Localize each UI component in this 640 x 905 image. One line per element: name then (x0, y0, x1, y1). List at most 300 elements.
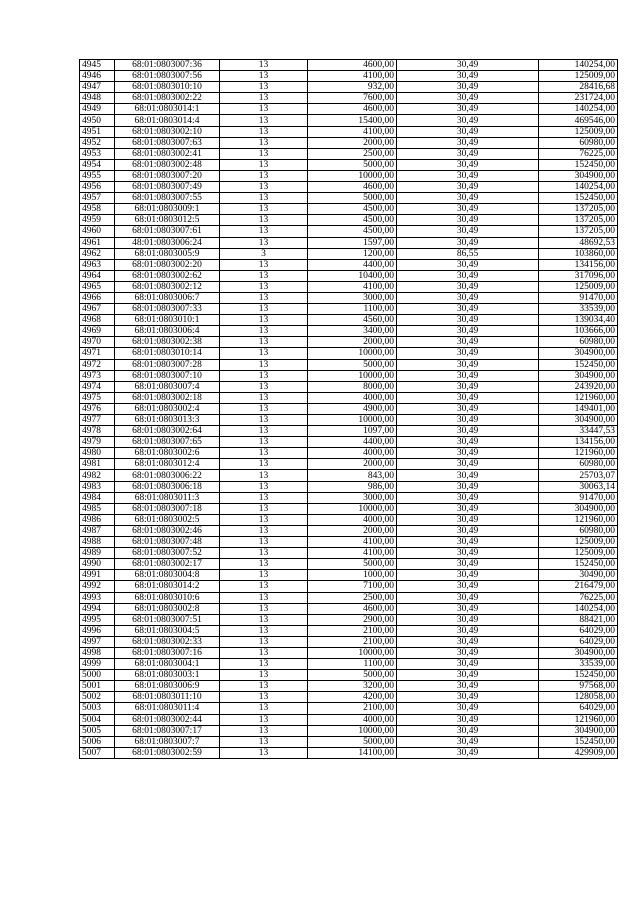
cadastral-number: 68:01:0803002:44 (115, 714, 220, 725)
zone-code: 13 (220, 492, 308, 503)
total-value: 121960,00 (539, 514, 618, 525)
total-value: 121960,00 (539, 448, 618, 459)
row-number: 4982 (80, 470, 115, 481)
cadastral-number: 68:01:0803007:61 (115, 226, 220, 237)
cadastral-number: 68:01:0803003:1 (115, 670, 220, 681)
row-number: 4970 (80, 337, 115, 348)
total-value: 30063,14 (539, 481, 618, 492)
rate-value: 30,49 (397, 237, 539, 248)
table-row (80, 115, 618, 126)
total-value: 103860,00 (539, 248, 618, 259)
row-number: 4995 (80, 614, 115, 625)
row-number: 4946 (80, 71, 115, 82)
total-value: 152450,00 (539, 359, 618, 370)
table-row (80, 270, 618, 281)
area-value: 5000,00 (308, 359, 397, 370)
rate-value: 30,49 (397, 581, 539, 592)
total-value: 231724,00 (539, 93, 618, 104)
area-value: 4100,00 (308, 71, 397, 82)
table-row (80, 415, 618, 426)
zone-code: 13 (220, 670, 308, 681)
zone-code: 3 (220, 248, 308, 259)
rate-value: 30,49 (397, 60, 539, 71)
table-row (80, 747, 618, 758)
rate-value: 30,49 (397, 126, 539, 137)
zone-code: 13 (220, 359, 308, 370)
cadastral-number: 68:01:0803002:17 (115, 559, 220, 570)
total-value: 317096,00 (539, 270, 618, 281)
table-row (80, 381, 618, 392)
table-row (80, 315, 618, 326)
rate-value: 30,49 (397, 548, 539, 559)
zone-code: 13 (220, 426, 308, 437)
rate-value: 30,49 (397, 525, 539, 536)
table-row (80, 359, 618, 370)
zone-code: 13 (220, 226, 308, 237)
table-row (80, 659, 618, 670)
area-value: 1000,00 (308, 570, 397, 581)
table-row (80, 503, 618, 514)
total-value: 88421,00 (539, 614, 618, 625)
zone-code: 13 (220, 481, 308, 492)
total-value: 304900,00 (539, 725, 618, 736)
total-value: 33539,00 (539, 659, 618, 670)
total-value: 76225,00 (539, 592, 618, 603)
row-number: 4961 (80, 237, 115, 248)
zone-code: 13 (220, 392, 308, 403)
cadastral-number: 68:01:0803007:55 (115, 193, 220, 204)
area-value: 5000,00 (308, 670, 397, 681)
zone-code: 13 (220, 315, 308, 326)
zone-code: 13 (220, 292, 308, 303)
table-row (80, 725, 618, 736)
rate-value: 30,49 (397, 415, 539, 426)
row-number: 4975 (80, 392, 115, 403)
total-value: 25703,07 (539, 470, 618, 481)
cadastral-number: 68:01:0803007:48 (115, 537, 220, 548)
row-number: 4996 (80, 625, 115, 636)
zone-code: 13 (220, 725, 308, 736)
rate-value: 30,49 (397, 170, 539, 181)
rate-value: 30,49 (397, 326, 539, 337)
row-number: 4962 (80, 248, 115, 259)
total-value: 134156,00 (539, 259, 618, 270)
cadastral-number: 68:01:0803006:18 (115, 481, 220, 492)
row-number: 4945 (80, 60, 115, 71)
rate-value: 30,49 (397, 315, 539, 326)
zone-code: 13 (220, 647, 308, 658)
table-row (80, 137, 618, 148)
total-value: 140254,00 (539, 104, 618, 115)
cadastral-number: 68:01:0803013:3 (115, 415, 220, 426)
cadastral-number: 68:01:0803011:10 (115, 692, 220, 703)
row-number: 4963 (80, 259, 115, 270)
zone-code: 13 (220, 470, 308, 481)
zone-code: 13 (220, 581, 308, 592)
area-value: 1200,00 (308, 248, 397, 259)
cadastral-number: 68:01:0803012:5 (115, 215, 220, 226)
rate-value: 30,49 (397, 348, 539, 359)
cadastral-number: 68:01:0803002:10 (115, 126, 220, 137)
area-value: 4600,00 (308, 603, 397, 614)
total-value: 60980,00 (539, 459, 618, 470)
row-number: 4991 (80, 570, 115, 581)
zone-code: 13 (220, 281, 308, 292)
cadastral-number: 68:01:0803010:1 (115, 315, 220, 326)
rate-value: 30,49 (397, 304, 539, 315)
table-row (80, 514, 618, 525)
table-row (80, 537, 618, 548)
zone-code: 13 (220, 159, 308, 170)
row-number: 4967 (80, 304, 115, 315)
row-number: 4973 (80, 370, 115, 381)
table-row (80, 104, 618, 115)
row-number: 4951 (80, 126, 115, 137)
cadastral-number: 68:01:0803004:1 (115, 659, 220, 670)
rate-value: 86,55 (397, 248, 539, 259)
total-value: 149401,00 (539, 403, 618, 414)
cadastral-number: 68:01:0803002:48 (115, 159, 220, 170)
zone-code: 13 (220, 82, 308, 93)
table-row (80, 392, 618, 403)
row-number: 4948 (80, 93, 115, 104)
area-value: 10000,00 (308, 170, 397, 181)
table-row (80, 148, 618, 159)
zone-code: 13 (220, 747, 308, 758)
row-number: 4993 (80, 592, 115, 603)
cadastral-number: 68:01:0803004:5 (115, 625, 220, 636)
rate-value: 30,49 (397, 104, 539, 115)
table-row (80, 692, 618, 703)
zone-code: 13 (220, 537, 308, 548)
table-row (80, 559, 618, 570)
zone-code: 13 (220, 381, 308, 392)
rate-value: 30,49 (397, 459, 539, 470)
area-value: 4500,00 (308, 204, 397, 215)
zone-code: 13 (220, 93, 308, 104)
rate-value: 30,49 (397, 625, 539, 636)
area-value: 4400,00 (308, 437, 397, 448)
row-number: 4992 (80, 581, 115, 592)
zone-code: 13 (220, 714, 308, 725)
table-row (80, 570, 618, 581)
zone-code: 13 (220, 115, 308, 126)
area-value: 1100,00 (308, 304, 397, 315)
row-number: 4968 (80, 315, 115, 326)
rate-value: 30,49 (397, 115, 539, 126)
total-value: 152450,00 (539, 559, 618, 570)
table-row (80, 370, 618, 381)
table-row (80, 292, 618, 303)
table-row (80, 603, 618, 614)
total-value: 60980,00 (539, 337, 618, 348)
table-row (80, 592, 618, 603)
table-row (80, 337, 618, 348)
row-number: 4947 (80, 82, 115, 93)
total-value: 216479,00 (539, 581, 618, 592)
total-value: 76225,00 (539, 148, 618, 159)
rate-value: 30,49 (397, 492, 539, 503)
total-value: 137205,00 (539, 215, 618, 226)
cadastral-number: 68:01:0803002:6 (115, 448, 220, 459)
rate-value: 30,49 (397, 481, 539, 492)
area-value: 4000,00 (308, 714, 397, 725)
row-number: 4984 (80, 492, 115, 503)
cadastral-number: 68:01:0803014:1 (115, 104, 220, 115)
row-number: 5002 (80, 692, 115, 703)
row-number: 4958 (80, 204, 115, 215)
cadastral-number: 68:01:0803002:41 (115, 148, 220, 159)
rate-value: 30,49 (397, 747, 539, 758)
total-value: 152450,00 (539, 736, 618, 747)
row-number: 5007 (80, 747, 115, 758)
rate-value: 30,49 (397, 93, 539, 104)
table-row (80, 93, 618, 104)
total-value: 125009,00 (539, 548, 618, 559)
cadastral-number: 68:01:0803002:18 (115, 392, 220, 403)
table-row (80, 670, 618, 681)
rate-value: 30,49 (397, 426, 539, 437)
rate-value: 30,49 (397, 703, 539, 714)
row-number: 4997 (80, 636, 115, 647)
row-number: 4986 (80, 514, 115, 525)
total-value: 60980,00 (539, 137, 618, 148)
cadastral-number: 68:01:0803007:51 (115, 614, 220, 625)
rate-value: 30,49 (397, 148, 539, 159)
zone-code: 13 (220, 104, 308, 115)
area-value: 14100,00 (308, 747, 397, 758)
cadastral-number: 68:01:0803006:4 (115, 326, 220, 337)
area-value: 4000,00 (308, 514, 397, 525)
total-value: 121960,00 (539, 714, 618, 725)
cadastral-number: 68:01:0803002:46 (115, 525, 220, 536)
total-value: 33447,53 (539, 426, 618, 437)
zone-code: 13 (220, 659, 308, 670)
table-row (80, 614, 618, 625)
area-value: 4100,00 (308, 537, 397, 548)
area-value: 4500,00 (308, 226, 397, 237)
zone-code: 13 (220, 403, 308, 414)
rate-value: 30,49 (397, 503, 539, 514)
rate-value: 30,49 (397, 392, 539, 403)
rate-value: 30,49 (397, 614, 539, 625)
zone-code: 13 (220, 193, 308, 204)
cadastral-number: 68:01:0803002:62 (115, 270, 220, 281)
cadastral-number: 68:01:0803010:10 (115, 82, 220, 93)
rate-value: 30,49 (397, 82, 539, 93)
total-value: 304900,00 (539, 647, 618, 658)
zone-code: 13 (220, 559, 308, 570)
zone-code: 13 (220, 326, 308, 337)
row-number: 4972 (80, 359, 115, 370)
total-value: 134156,00 (539, 437, 618, 448)
zone-code: 13 (220, 126, 308, 137)
zone-code: 13 (220, 548, 308, 559)
table-row (80, 548, 618, 559)
cadastral-number: 68:01:0803006:22 (115, 470, 220, 481)
cadastral-number: 68:01:0803007:52 (115, 548, 220, 559)
area-value: 1097,00 (308, 426, 397, 437)
total-value: 48692,53 (539, 237, 618, 248)
cadastral-number: 68:01:0803002:64 (115, 426, 220, 437)
area-value: 4000,00 (308, 392, 397, 403)
cadastral-number: 68:01:0803002:59 (115, 747, 220, 758)
total-value: 30490,00 (539, 570, 618, 581)
zone-code: 13 (220, 304, 308, 315)
table-row (80, 248, 618, 259)
table-row (80, 581, 618, 592)
area-value: 4600,00 (308, 182, 397, 193)
rate-value: 30,49 (397, 670, 539, 681)
area-value: 5000,00 (308, 159, 397, 170)
cadastral-number: 68:01:0803007:33 (115, 304, 220, 315)
rate-value: 30,49 (397, 359, 539, 370)
table-row (80, 426, 618, 437)
table-row (80, 60, 618, 71)
zone-code: 13 (220, 204, 308, 215)
cadastral-number: 68:01:0803007:28 (115, 359, 220, 370)
total-value: 125009,00 (539, 537, 618, 548)
area-value: 4000,00 (308, 448, 397, 459)
table-row (80, 237, 618, 248)
cadastral-number: 68:01:0803014:4 (115, 115, 220, 126)
zone-code: 13 (220, 215, 308, 226)
total-value: 125009,00 (539, 126, 618, 137)
zone-code: 13 (220, 148, 308, 159)
total-value: 304900,00 (539, 348, 618, 359)
total-value: 243920,00 (539, 381, 618, 392)
cadastral-number: 68:01:0803007:17 (115, 725, 220, 736)
zone-code: 13 (220, 270, 308, 281)
rate-value: 30,49 (397, 647, 539, 658)
cadastral-number: 68:01:0803007:10 (115, 370, 220, 381)
table-row (80, 215, 618, 226)
row-number: 5000 (80, 670, 115, 681)
cadastral-number: 68:01:0803009:1 (115, 204, 220, 215)
table-body (80, 60, 618, 759)
area-value: 15400,00 (308, 115, 397, 126)
area-value: 1597,00 (308, 237, 397, 248)
table-row (80, 636, 618, 647)
table-row (80, 259, 618, 270)
rate-value: 30,49 (397, 270, 539, 281)
table-row (80, 459, 618, 470)
zone-code: 13 (220, 259, 308, 270)
cadastral-number: 68:01:0803007:20 (115, 170, 220, 181)
zone-code: 13 (220, 71, 308, 82)
rate-value: 30,49 (397, 437, 539, 448)
cadastral-number: 68:01:0803007:4 (115, 381, 220, 392)
cadastral-number: 68:01:0803002:8 (115, 603, 220, 614)
cadastral-number: 68:01:0803007:65 (115, 437, 220, 448)
table-row (80, 126, 618, 137)
zone-code: 13 (220, 614, 308, 625)
total-value: 128058,00 (539, 692, 618, 703)
area-value: 1100,00 (308, 659, 397, 670)
zone-code: 13 (220, 337, 308, 348)
zone-code: 13 (220, 514, 308, 525)
area-value: 7600,00 (308, 93, 397, 104)
cadastral-number: 68:01:0803002:33 (115, 636, 220, 647)
rate-value: 30,49 (397, 692, 539, 703)
rate-value: 30,49 (397, 226, 539, 237)
total-value: 91470,00 (539, 492, 618, 503)
rate-value: 30,49 (397, 281, 539, 292)
cadastral-number: 68:01:0803011:4 (115, 703, 220, 714)
table-row (80, 170, 618, 181)
zone-code: 13 (220, 625, 308, 636)
row-number: 4964 (80, 270, 115, 281)
row-number: 4966 (80, 292, 115, 303)
table-row (80, 348, 618, 359)
rate-value: 30,49 (397, 681, 539, 692)
row-number: 4994 (80, 603, 115, 614)
cadastral-number: 68:01:0803012:4 (115, 459, 220, 470)
row-number: 5006 (80, 736, 115, 747)
area-value: 5000,00 (308, 736, 397, 747)
cadastral-number: 68:01:0803007:56 (115, 71, 220, 82)
row-number: 4999 (80, 659, 115, 670)
area-value: 4560,00 (308, 315, 397, 326)
rate-value: 30,49 (397, 725, 539, 736)
area-value: 4100,00 (308, 126, 397, 137)
row-number: 5005 (80, 725, 115, 736)
zone-code: 13 (220, 237, 308, 248)
rate-value: 30,49 (397, 537, 539, 548)
row-number: 4949 (80, 104, 115, 115)
total-value: 64029,00 (539, 703, 618, 714)
cadastral-number: 68:01:0803004:8 (115, 570, 220, 581)
total-value: 91470,00 (539, 292, 618, 303)
row-number: 4976 (80, 403, 115, 414)
rate-value: 30,49 (397, 215, 539, 226)
row-number: 5004 (80, 714, 115, 725)
table-row (80, 525, 618, 536)
row-number: 4988 (80, 537, 115, 548)
rate-value: 30,49 (397, 570, 539, 581)
zone-code: 13 (220, 348, 308, 359)
rate-value: 30,49 (397, 137, 539, 148)
zone-code: 13 (220, 137, 308, 148)
total-value: 304900,00 (539, 503, 618, 514)
area-value: 4900,00 (308, 403, 397, 414)
row-number: 4979 (80, 437, 115, 448)
row-number: 4987 (80, 525, 115, 536)
total-value: 139034,40 (539, 315, 618, 326)
row-number: 4974 (80, 381, 115, 392)
area-value: 4500,00 (308, 215, 397, 226)
area-value: 10000,00 (308, 503, 397, 514)
rate-value: 30,49 (397, 204, 539, 215)
area-value: 10000,00 (308, 370, 397, 381)
cadastral-number: 68:01:0803007:18 (115, 503, 220, 514)
table-row (80, 226, 618, 237)
rate-value: 30,49 (397, 259, 539, 270)
table-row (80, 193, 618, 204)
row-number: 4960 (80, 226, 115, 237)
zone-code: 13 (220, 570, 308, 581)
rate-value: 30,49 (397, 659, 539, 670)
area-value: 843,00 (308, 470, 397, 481)
total-value: 140254,00 (539, 603, 618, 614)
zone-code: 13 (220, 170, 308, 181)
total-value: 152450,00 (539, 193, 618, 204)
area-value: 2100,00 (308, 703, 397, 714)
cadastral-number: 68:01:0803010:6 (115, 592, 220, 603)
total-value: 469546,00 (539, 115, 618, 126)
rate-value: 30,49 (397, 448, 539, 459)
row-number: 4959 (80, 215, 115, 226)
